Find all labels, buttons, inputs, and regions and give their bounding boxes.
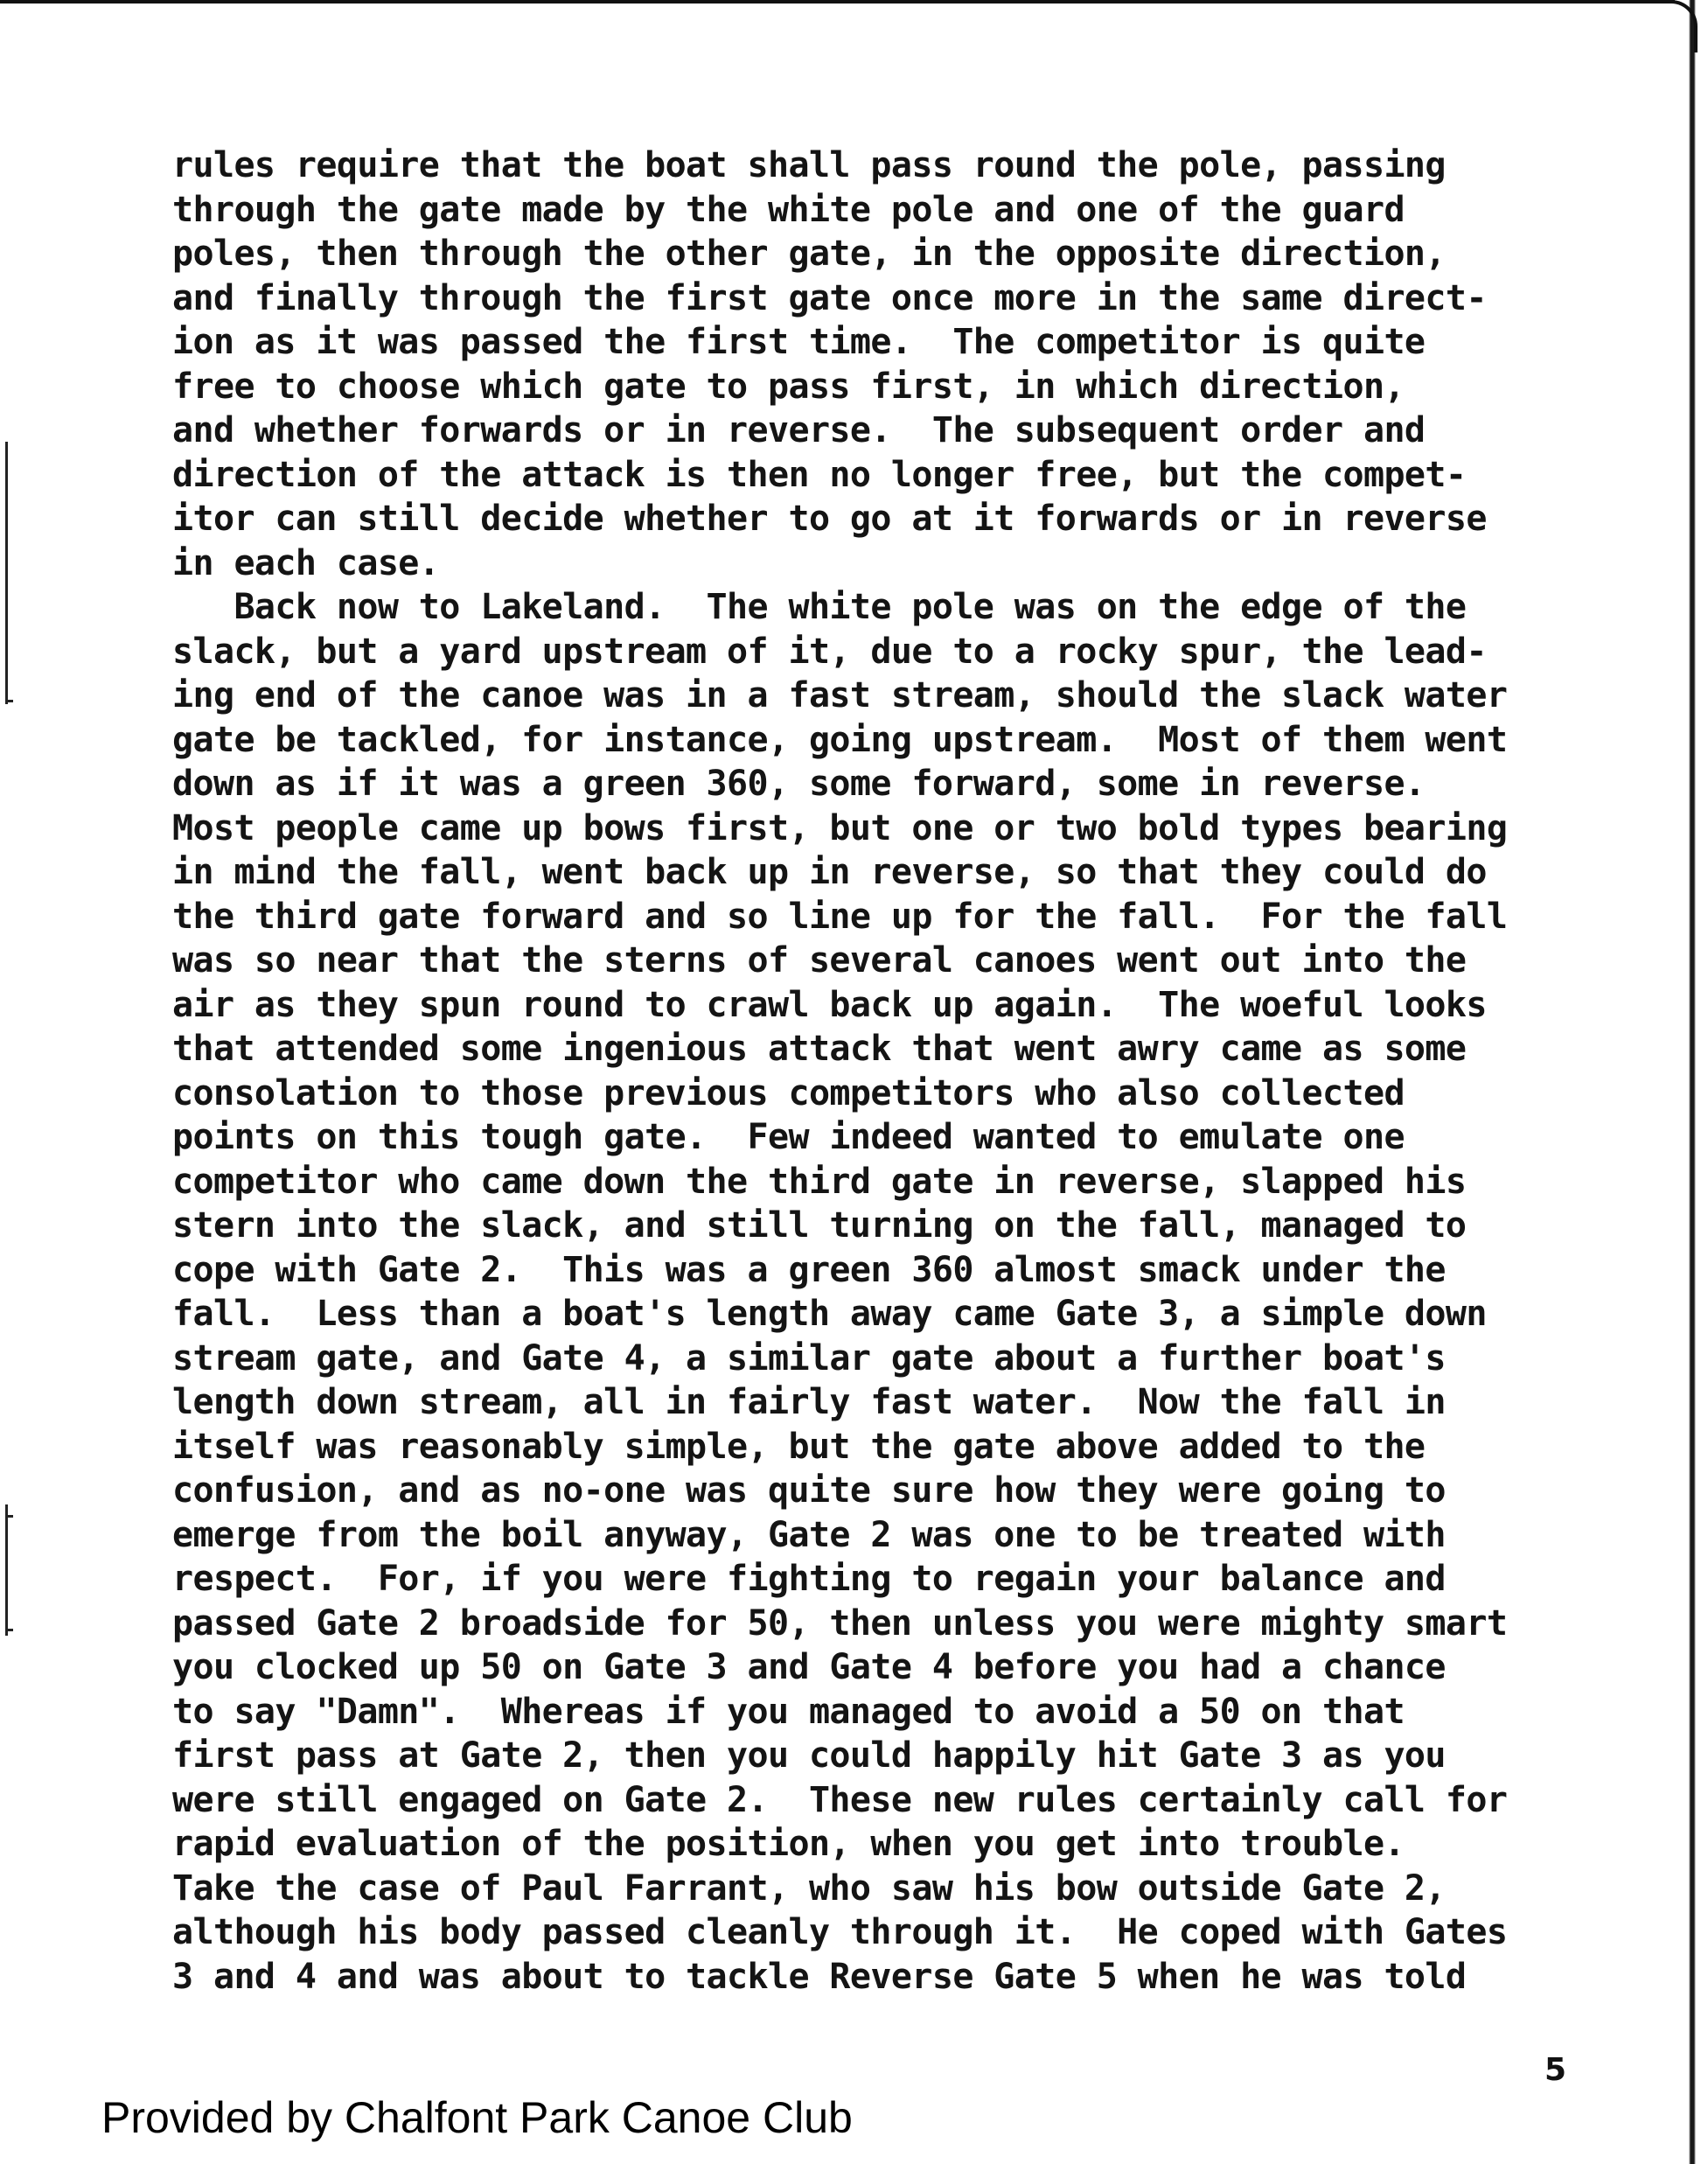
- text-line: through the gate made by the white pole and one of the guard: [172, 189, 1405, 230]
- text-line: you clocked up 50 on Gate 3 and Gate 4 before you had a chance: [172, 1647, 1446, 1687]
- text-line: and whether forwards or in reverse. The subsequent order and: [172, 410, 1426, 450]
- text-line: fall. Less than a boat's length away came Gate 3, a simple down: [172, 1294, 1487, 1334]
- text-line: was so near that the sterns of several canoes went out into the: [172, 940, 1467, 981]
- text-line: stream gate, and Gate 4, a similar gate about a further boat's: [172, 1337, 1446, 1379]
- text-line: competitor who came down the third gate in reverse, slapped his: [172, 1161, 1467, 1202]
- text-line: ion as it was passed the first time. The competitor is quite: [172, 322, 1426, 362]
- text-line: the third gate forward and so line up for the fall. For the fall: [172, 896, 1508, 937]
- footer-credit: Provided by Chalfont Park Canoe Club: [101, 2093, 853, 2142]
- text-line: Most people came up bows first, but one or two bold types bearing: [172, 807, 1508, 848]
- text-line: passed Gate 2 broadside for 50, then unless you were mighty smart: [172, 1602, 1508, 1644]
- text-line: cope with Gate 2. This was a green 360 almost smack under the: [172, 1249, 1446, 1290]
- text-line: length down stream, all in fairly fast water. Now the fall in: [172, 1382, 1446, 1422]
- text-line: rules require that the boat shall pass round the pole, passing: [172, 145, 1446, 185]
- left-margin-tick: [5, 1515, 13, 1518]
- left-margin-tick: [5, 1629, 13, 1631]
- text-line: emerge from the boil anyway, Gate 2 was one to be treated with: [172, 1514, 1446, 1555]
- text-line: rapid evaluation of the position, when you get into trouble.: [172, 1824, 1405, 1864]
- page-top-edge: [0, 0, 1675, 3]
- text-line: stern into the slack, and still turning on the fall, managed to: [172, 1205, 1467, 1246]
- page-right-edge: [1682, 0, 1708, 2164]
- text-line: to say "Damn". Whereas if you managed to avoid a 50 on that: [172, 1691, 1405, 1732]
- page-number: 5: [1544, 2052, 1567, 2088]
- text-line: itself was reasonably simple, but the gate above added to the: [172, 1426, 1426, 1467]
- text-line: gate be tackled, for instance, going upstream. Most of them went: [172, 719, 1508, 760]
- text-line: in each case.: [172, 542, 440, 583]
- text-line: first pass at Gate 2, then you could happily hit Gate 3 as you: [172, 1735, 1446, 1776]
- text-line: itor can still decide whether to go at it forwards or in reverse: [172, 499, 1487, 539]
- text-line: air as they spun round to crawl back up again. The woeful looks: [172, 984, 1487, 1025]
- left-margin-mark: [5, 442, 8, 704]
- text-line: confusion, and as no-one was quite sure how they were going to: [172, 1470, 1446, 1511]
- text-line: down as if it was a green 360, some forward, some in reverse.: [172, 764, 1426, 804]
- text-line: ing end of the canoe was in a fast stream, should the slack water: [172, 675, 1508, 716]
- text-line: were still engaged on Gate 2. These new rules certainly call for: [172, 1779, 1508, 1820]
- text-line: poles, then through the other gate, in the opposite direction,: [172, 234, 1446, 274]
- text-line: Back now to Lakeland. The white pole was on the edge of the: [172, 587, 1467, 627]
- text-line: respect. For, if you were fighting to regain your balance and: [172, 1559, 1446, 1599]
- body-text: [172, 143, 1642, 1999]
- text-line: free to choose which gate to pass first, in which direction,: [172, 366, 1405, 407]
- text-line: points on this tough gate. Few indeed wanted to emulate one: [172, 1117, 1405, 1157]
- text-line: and finally through the first gate once more in the same direct-: [172, 277, 1487, 318]
- text-line: Take the case of Paul Farrant, who saw his bow outside Gate 2,: [172, 1867, 1446, 1909]
- text-line: consolation to those previous competitors who also collected: [172, 1072, 1405, 1113]
- left-margin-tick: [5, 700, 13, 702]
- text-line: slack, but a yard upstream of it, due to a rocky spur, the lead-: [172, 631, 1487, 672]
- text-line: in mind the fall, went back up in reverse, so that they could do: [172, 852, 1487, 892]
- text-line: although his body passed cleanly through it. He coped with Gates: [172, 1912, 1508, 1952]
- left-margin-mark: [5, 1504, 8, 1636]
- text-line: 3 and 4 and was about to tackle Reverse Gate 5 when he was told: [172, 1956, 1467, 1997]
- text-line: direction of the attack is then no longer free, but the compet-: [172, 454, 1467, 495]
- text-line: that attended some ingenious attack that went awry came as some: [172, 1029, 1467, 1069]
